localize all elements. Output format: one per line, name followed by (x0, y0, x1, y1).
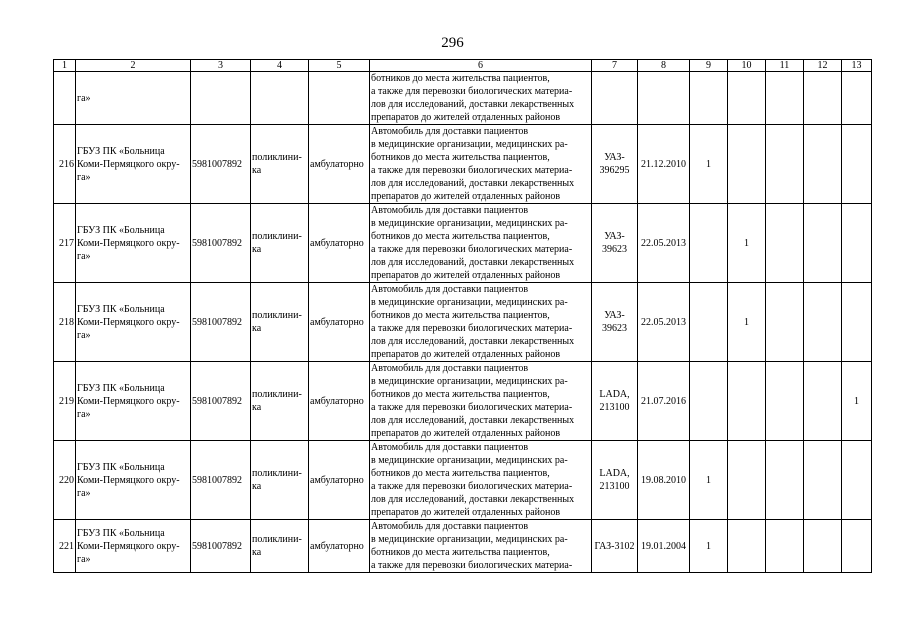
purpose-line: в медицинские организации, медицинских ра- (371, 139, 568, 150)
organization-name-line: Коми-Пермяцкого окру- (77, 395, 180, 407)
table-row (54, 283, 872, 362)
date-cell: 19.01.2004 (638, 520, 690, 573)
col13-cell (842, 125, 872, 204)
model-cell (592, 520, 638, 573)
col10-cell (728, 520, 766, 573)
purpose-line: ботников до места жительства пациентов, (371, 310, 550, 321)
care-type-cell: амбулаторно (309, 283, 370, 362)
unit-type-cell (251, 362, 309, 441)
purpose-line: лов для исследований, доставки лекарственных (371, 494, 575, 505)
header-cell: 2 (76, 60, 191, 72)
organization-name-cell (76, 520, 191, 573)
purpose-line: лов для исследований, доставки лекарственных (371, 336, 575, 347)
purpose-line: ботников до места жительства пациентов, (371, 547, 550, 558)
vehicle-table (53, 59, 872, 573)
unit-type-line: ка (252, 481, 262, 492)
purpose-line: препаратов до жителей отдаленных районов (371, 428, 561, 439)
purpose-line: а также для перевозки биологических материа- (371, 323, 573, 334)
col11-cell (766, 125, 804, 204)
organization-name-cell (76, 125, 191, 204)
purpose-line: лов для исследований, доставки лекарственных (371, 257, 575, 268)
model-cell (592, 204, 638, 283)
col10-cell (728, 125, 766, 204)
header-cell: 7 (592, 60, 638, 72)
purpose-line: ботников до места жительства пациентов, (371, 152, 550, 163)
organization-name-line: га» (77, 329, 91, 341)
col9-cell (690, 204, 728, 283)
purpose-line: препаратов до жителей отдаленных районов (371, 507, 561, 518)
date-cell: 19.08.2010 (638, 441, 690, 520)
purpose-line: препаратов до жителей отдаленных районов (371, 349, 561, 360)
purpose-line: Автомобиль для доставки пациентов (371, 284, 529, 295)
unit-type-line: поликлини- (252, 468, 302, 479)
unit-type-line: ка (252, 402, 262, 413)
organization-name-line: Коми-Пермяцкого окру- (77, 158, 180, 170)
model-line: 213100 (599, 402, 630, 413)
care-type-cell: амбулаторно (309, 520, 370, 573)
care-type-cell: амбулаторно (309, 362, 370, 441)
purpose-line: а также для перевозки биологических материа- (371, 560, 573, 571)
inn-cell: 5981007892 (191, 520, 251, 573)
organization-name-line: га» (77, 553, 91, 565)
unit-type-line: поликлини- (252, 534, 302, 545)
col12-cell (804, 441, 842, 520)
unit-type-cell (251, 520, 309, 573)
table-row (54, 441, 872, 520)
purpose-line: Автомобиль для доставки пациентов (371, 442, 529, 453)
model-line: ГАЗ-3102 (594, 540, 635, 552)
header-cell: 10 (728, 60, 766, 72)
col11-cell (766, 204, 804, 283)
row-number-cell (54, 72, 76, 125)
col12-cell (804, 520, 842, 573)
model-line: LADA, (599, 389, 630, 400)
purpose-cell (370, 283, 592, 362)
row-number-cell: 218 (54, 283, 76, 362)
model-cell (592, 362, 638, 441)
purpose-cell (370, 441, 592, 520)
inn-cell: 5981007892 (191, 125, 251, 204)
model-line: УАЗ- (604, 231, 625, 242)
organization-name-cell (76, 204, 191, 283)
organization-name-cell (76, 441, 191, 520)
col12-cell (804, 72, 842, 125)
col12-cell (804, 362, 842, 441)
col12-cell (804, 283, 842, 362)
organization-name-line: Коми-Пермяцкого окру- (77, 237, 180, 249)
unit-type-cell (251, 204, 309, 283)
purpose-line: а также для перевозки биологических материа- (371, 402, 573, 413)
col10-cell (728, 441, 766, 520)
col11-cell (766, 520, 804, 573)
purpose-line: а также для перевозки биологических материа- (371, 244, 573, 255)
purpose-line: Автомобиль для доставки пациентов (371, 126, 529, 137)
unit-type-cell (251, 283, 309, 362)
purpose-line: в медицинские организации, медицинских ра- (371, 455, 568, 466)
continuation-row (54, 72, 872, 125)
purpose-line: в медицинские организации, медицинских ра- (371, 218, 568, 229)
col11-cell (766, 441, 804, 520)
col11-cell (766, 72, 804, 125)
purpose-line: в медицинские организации, медицинских ра- (371, 297, 568, 308)
date-cell: 21.12.2010 (638, 125, 690, 204)
header-cell: 6 (370, 60, 592, 72)
purpose-line: ботников до места жительства пациентов, (371, 468, 550, 479)
col13-cell (842, 520, 872, 573)
header-row (54, 60, 872, 72)
col9-cell (690, 72, 728, 125)
col9-cell: 1 (690, 520, 728, 573)
purpose-line: Автомобиль для доставки пациентов (371, 363, 529, 374)
purpose-line: ботников до места жительства пациентов, (371, 73, 550, 84)
col11-cell (766, 362, 804, 441)
organization-name-cell (76, 362, 191, 441)
header-cell: 4 (251, 60, 309, 72)
organization-name-line: га» (77, 171, 91, 183)
organization-name-line: ГБУЗ ПК «Больница (77, 145, 165, 157)
purpose-line: лов для исследований, доставки лекарственных (371, 99, 575, 110)
organization-name-line: ГБУЗ ПК «Больница (77, 527, 165, 539)
row-number-cell: 221 (54, 520, 76, 573)
col13-cell (842, 441, 872, 520)
col12-cell (804, 125, 842, 204)
purpose-cell (370, 125, 592, 204)
unit-type-line: поликлини- (252, 310, 302, 321)
purpose-cell (370, 520, 592, 573)
header-cell: 8 (638, 60, 690, 72)
row-number-cell: 219 (54, 362, 76, 441)
header-cell: 12 (804, 60, 842, 72)
purpose-line: а также для перевозки биологических материа- (371, 86, 573, 97)
model-line: LADA, (599, 468, 630, 479)
col13-cell (842, 283, 872, 362)
purpose-line: лов для исследований, доставки лекарственных (371, 178, 575, 189)
table-row (54, 362, 872, 441)
model-cell (592, 283, 638, 362)
table-row (54, 125, 872, 204)
purpose-line: Автомобиль для доставки пациентов (371, 205, 529, 216)
header-cell: 5 (309, 60, 370, 72)
inn-cell: 5981007892 (191, 441, 251, 520)
header-cell: 13 (842, 60, 872, 72)
unit-type-line: ка (252, 165, 262, 176)
purpose-line: препаратов до жителей отдаленных районов (371, 191, 561, 202)
purpose-line: а также для перевозки биологических материа- (371, 165, 573, 176)
organization-name-line: га» (77, 92, 91, 104)
col13-cell: 1 (842, 362, 872, 441)
header-cell: 3 (191, 60, 251, 72)
organization-name-line: ГБУЗ ПК «Больница (77, 224, 165, 236)
organization-name-line: ГБУЗ ПК «Больница (77, 303, 165, 315)
model-line: 396295 (599, 165, 630, 176)
col9-cell: 1 (690, 125, 728, 204)
purpose-cell (370, 72, 592, 125)
date-cell: 22.05.2013 (638, 204, 690, 283)
organization-name-line: Коми-Пермяцкого окру- (77, 474, 180, 486)
col13-cell (842, 72, 872, 125)
row-number-cell: 220 (54, 441, 76, 520)
page-number: 296 (441, 35, 464, 51)
col11-cell (766, 283, 804, 362)
table-row (54, 520, 872, 573)
table-row (54, 204, 872, 283)
organization-name-line: ГБУЗ ПК «Больница (77, 461, 165, 473)
care-type-cell: амбулаторно (309, 204, 370, 283)
organization-name-line: га» (77, 487, 91, 499)
model-line: 39623 (602, 323, 627, 334)
model-line: 213100 (599, 481, 630, 492)
col12-cell (804, 204, 842, 283)
header-cell: 11 (766, 60, 804, 72)
unit-type-line: поликлини- (252, 231, 302, 242)
care-type-cell (309, 72, 370, 125)
inn-cell: 5981007892 (191, 362, 251, 441)
unit-type-cell (251, 441, 309, 520)
col9-cell (690, 362, 728, 441)
col10-cell (728, 362, 766, 441)
organization-name-line: га» (77, 250, 91, 262)
purpose-line: ботников до места жительства пациентов, (371, 231, 550, 242)
model-line: 39623 (602, 244, 627, 255)
organization-name-cell (76, 72, 191, 125)
purpose-line: препаратов до жителей отдаленных районов (371, 270, 561, 281)
purpose-line: в медицинские организации, медицинских ра- (371, 376, 568, 387)
care-type-cell: амбулаторно (309, 125, 370, 204)
col10-cell (728, 72, 766, 125)
model-cell (592, 72, 638, 125)
col10-cell: 1 (728, 283, 766, 362)
care-type-cell: амбулаторно (309, 441, 370, 520)
model-cell (592, 125, 638, 204)
purpose-line: Автомобиль для доставки пациентов (371, 521, 529, 532)
organization-name-line: ГБУЗ ПК «Больница (77, 382, 165, 394)
unit-type-cell (251, 125, 309, 204)
col9-cell (690, 283, 728, 362)
organization-name-line: га» (77, 408, 91, 420)
col13-cell (842, 204, 872, 283)
unit-type-line: поликлини- (252, 152, 302, 163)
model-cell (592, 441, 638, 520)
purpose-line: в медицинские организации, медицинских ра- (371, 534, 568, 545)
purpose-cell (370, 204, 592, 283)
date-cell: 21.07.2016 (638, 362, 690, 441)
inn-cell: 5981007892 (191, 204, 251, 283)
purpose-line: ботников до места жительства пациентов, (371, 389, 550, 400)
unit-type-line: ка (252, 547, 262, 558)
purpose-line: лов для исследований, доставки лекарственных (371, 415, 575, 426)
unit-type-line: ка (252, 244, 262, 255)
header-cell: 9 (690, 60, 728, 72)
col10-cell: 1 (728, 204, 766, 283)
purpose-line: а также для перевозки биологических материа- (371, 481, 573, 492)
model-line: УАЗ- (604, 310, 625, 321)
purpose-line: препаратов до жителей отдаленных районов (371, 112, 561, 123)
organization-name-line: Коми-Пермяцкого окру- (77, 540, 180, 552)
row-number-cell: 216 (54, 125, 76, 204)
inn-cell: 5981007892 (191, 283, 251, 362)
inn-cell (191, 72, 251, 125)
col9-cell: 1 (690, 441, 728, 520)
unit-type-line: поликлини- (252, 389, 302, 400)
purpose-cell (370, 362, 592, 441)
date-cell: 22.05.2013 (638, 283, 690, 362)
row-number-cell: 217 (54, 204, 76, 283)
organization-name-line: Коми-Пермяцкого окру- (77, 316, 180, 328)
header-cell: 1 (54, 60, 76, 72)
organization-name-cell (76, 283, 191, 362)
unit-type-cell (251, 72, 309, 125)
unit-type-line: ка (252, 323, 262, 334)
date-cell (638, 72, 690, 125)
model-line: УАЗ- (604, 152, 625, 163)
